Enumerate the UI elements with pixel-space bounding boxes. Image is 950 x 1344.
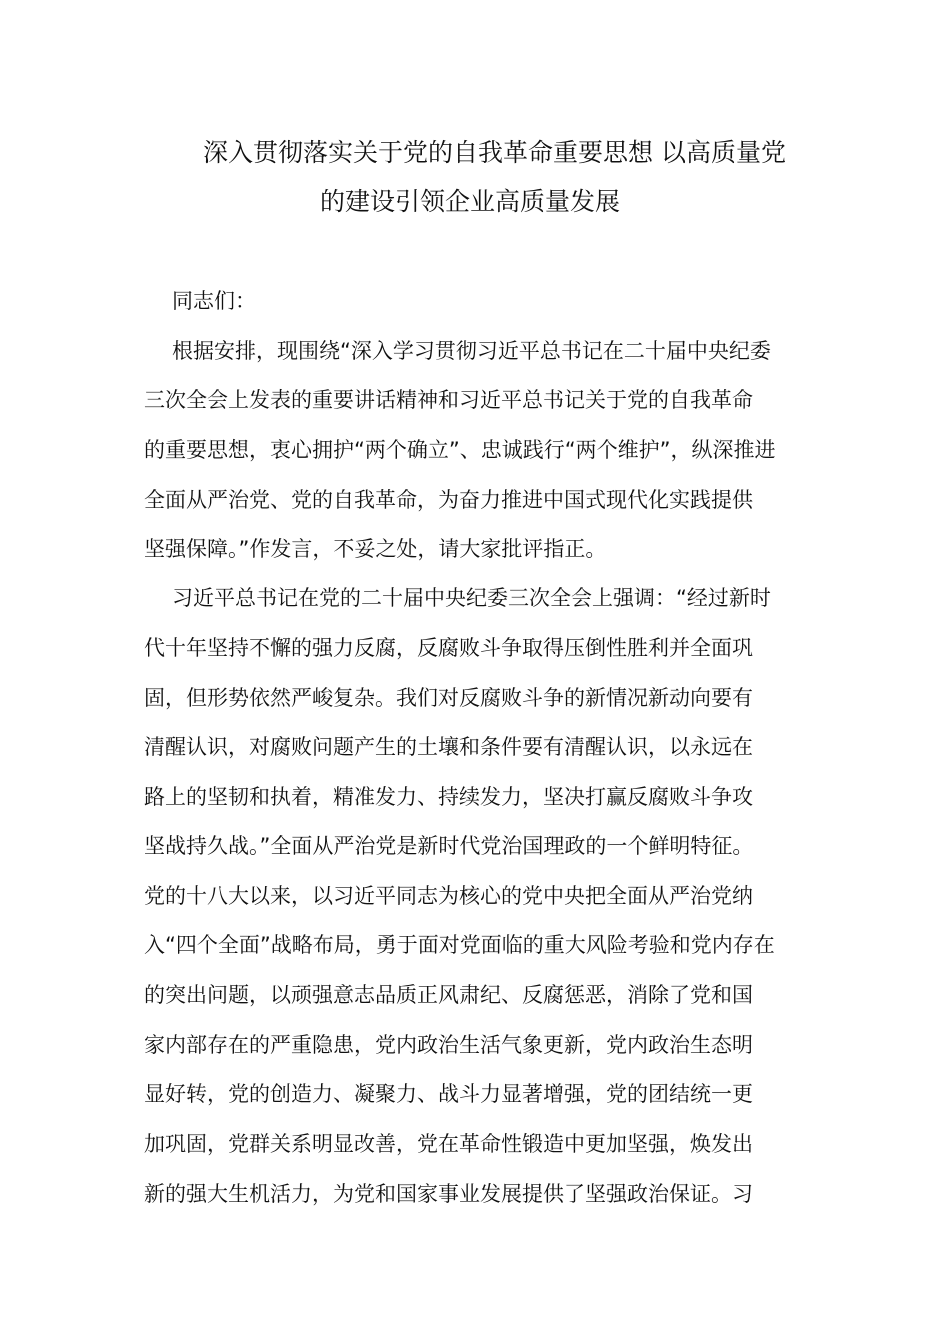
body-line-6: 习近平总书记在党的二十届中央纪委三次全会上强调：“经过新时 [172,586,771,610]
body-line-15: 家内部存在的严重隐患，党内政治生活气象更新，党内政治生态明 [144,1033,753,1057]
body-line-14: 的突出问题，以顽强意志品质正风肃纪、反腐惩恶，消除了党和国 [144,983,753,1007]
body-line-5: 坚强保障。”作发言，不妥之处，请大家批评指正。 [144,537,607,561]
body-line-16: 显好转，党的创造力、凝聚力、战斗力显著增强，党的团结统一更 [144,1082,753,1106]
body-line-1: 根据安排，现围绕“深入学习贯彻习近平总书记在二十届中央纪委 [172,339,771,363]
body-line-7: 代十年坚持不懈的强力反腐，反腐败斗争取得压倒性胜利并全面巩 [144,636,753,660]
body-line-10: 路上的坚韧和执着，精准发力、持续发力，坚决打赢反腐败斗争攻 [144,785,753,809]
title-line-2: 的建设引领企业高质量发展 [320,187,621,216]
body-line-12: 党的十八大以来，以习近平同志为核心的党中央把全面从严治党纳 [144,884,753,908]
body-line-9: 清醒认识，对腐败问题产生的土壤和条件要有清醒认识，以永远在 [144,735,753,759]
salutation: 同志们： [172,289,256,313]
body-line-8: 固，但形势依然严峻复杂。我们对反腐败斗争的新情况新动向要有 [144,686,753,710]
body-line-17: 加巩固，党群关系明显改善，党在革命性锻造中更加坚强，焕发出 [144,1132,753,1156]
body-line-11: 坚战持久战。”全面从严治党是新时代党治国理政的一个鲜明特征。 [144,834,754,858]
body-line-2: 三次全会上发表的重要讲话精神和习近平总书记关于党的自我革命 [144,388,753,412]
title-line-1: 深入贯彻落实关于党的自我革命重要思想 以高质量党 [203,138,786,167]
body-line-18: 新的强大生机活力，为党和国家事业发展提供了坚强政治保证。习 [144,1182,753,1206]
body-line-4: 全面从严治党、党的自我革命，为奋力推进中国式现代化实践提供 [144,488,753,512]
body-line-13: 入“四个全面”战略布局，勇于面对党面临的重大风险考验和党内存在 [144,933,775,957]
body-line-3: 的重要思想，衷心拥护“两个确立”、忠诚践行“两个维护”，纵深推进 [144,438,776,462]
